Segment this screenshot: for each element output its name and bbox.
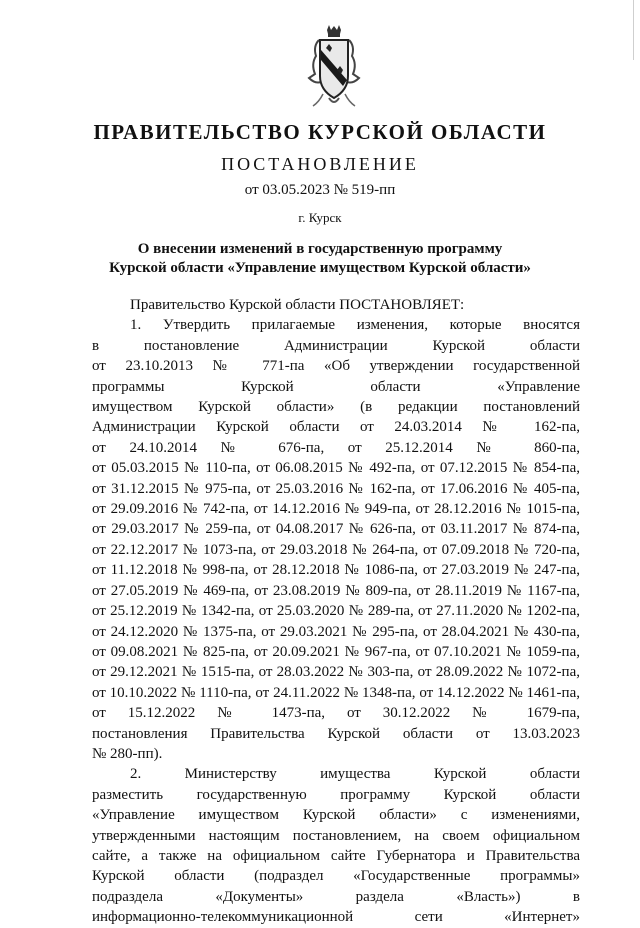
document-subject <box>0 240 640 278</box>
paragraph-1 <box>92 315 580 764</box>
paragraph-line: от 29.12.2021 № 1515-па, от 28.03.2022 № 303-па, от 28.09.2022 № 1072-па, <box>92 664 580 681</box>
document-city: г. Курск <box>298 210 342 225</box>
paragraph-line: 1. Утвердить прилагаемые изменения, которые вносятся <box>130 317 580 334</box>
paragraph-line: № 280-пп). <box>92 745 163 762</box>
scan-edge-line <box>633 0 634 60</box>
coat-of-arms-icon <box>299 24 369 114</box>
paragraph-line: утвержденными настоящим постановлением, на своем официальном <box>92 827 580 844</box>
paragraph-line: от 23.10.2013 № 771-па «Об утверждении государственной <box>92 358 580 375</box>
paragraph-line: от 29.09.2016 № 742-па, от 14.12.2016 № 949-па, от 28.12.2016 № 1015-па, <box>92 501 580 518</box>
paragraph-line: от 09.08.2021 № 825-па, от 20.09.2021 № 967-па, от 07.10.2021 № 1059-па, <box>92 643 580 660</box>
document-body <box>92 295 580 928</box>
paragraph-line: программы Курской области «Управление <box>92 378 580 395</box>
paragraph-line: Курской области (подраздел «Государственные программы» <box>92 868 580 885</box>
paragraph-line: постановления Правительства Курской области от 13.03.2023 <box>92 725 580 742</box>
document-date-number: от 03.05.2023 № 519-пп <box>244 182 396 198</box>
paragraph-line: от 31.12.2015 № 975-па, от 25.03.2016 № 162-па, от 17.06.2016 № 405-па, <box>92 480 580 497</box>
paragraph-line: от 29.03.2017 № 259-па, от 04.08.2017 № 626-па, от 03.11.2017 № 874-па, <box>92 521 580 538</box>
paragraph-line: от 27.05.2019 № 469-па, от 23.08.2019 № 809-па, от 28.11.2019 № 1167-па, <box>92 582 580 599</box>
paragraph-2 <box>92 764 580 927</box>
paragraph-line: разместить государственную программу Курской области <box>92 786 580 803</box>
subject-line-1: О внесении изменений в государственную программу <box>137 241 503 257</box>
document-type: ПОСТАНОВЛЕНИЕ <box>221 154 419 174</box>
preamble-text: Правительство Курской области ПОСТАНОВЛЯЕТ: <box>130 297 465 313</box>
paragraph-line: Администрации Курской области от 24.03.2014 № 162-па, <box>92 419 580 436</box>
paragraph-line: от 11.12.2018 № 998-па, от 28.12.2018 № 1086-па, от 27.03.2019 № 247-па, <box>92 562 580 579</box>
paragraph-line: от 05.03.2015 № 110-па, от 06.08.2015 № 492-па, от 07.12.2015 № 854-па, <box>92 460 580 477</box>
paragraph-line: от 25.12.2019 № 1342-па, от 25.03.2020 № 289-па, от 27.11.2020 № 1202-па, <box>92 603 580 620</box>
paragraph-line: сайте, а также на официальном сайте Губернатора и Правительства <box>92 847 580 864</box>
government-title: ПРАВИТЕЛЬСТВО КУРСКОЙ ОБЛАСТИ <box>93 120 547 144</box>
paragraph-line: от 24.12.2020 № 1375-па, от 29.03.2021 № 295-па, от 28.04.2021 № 430-па, <box>92 623 580 640</box>
paragraph-line: от 10.10.2022 № 1110-па, от 24.11.2022 № 1348-па, от 14.12.2022 № 1461-па, <box>92 684 580 701</box>
paragraph-line: от 24.10.2014 № 676-па, от 25.12.2014 № 860-па, <box>92 439 580 456</box>
paragraph-line: «Управление имуществом Курской области» с изменениями, <box>92 807 580 824</box>
paragraph-line: подраздела «Документы» раздела «Власть») в <box>92 888 580 905</box>
paragraph-line: в постановление Администрации Курской области <box>92 337 580 354</box>
paragraph-line: от 15.12.2022 № 1473-па, от 30.12.2022 № 1679-па, <box>92 705 580 722</box>
paragraph-line: от 22.12.2017 № 1073-па, от 29.03.2018 № 264-па, от 07.09.2018 № 720-па, <box>92 541 580 558</box>
paragraph-line: имуществом Курской области» (в редакции постановлений <box>92 399 580 416</box>
paragraph-line: 2. Министерству имущества Курской области <box>130 766 580 783</box>
paragraph-line: информационно-телекоммуникационной сети «Интернет» <box>92 909 580 926</box>
subject-line-2: Курской области «Управление имуществом Курской области» <box>109 260 531 276</box>
